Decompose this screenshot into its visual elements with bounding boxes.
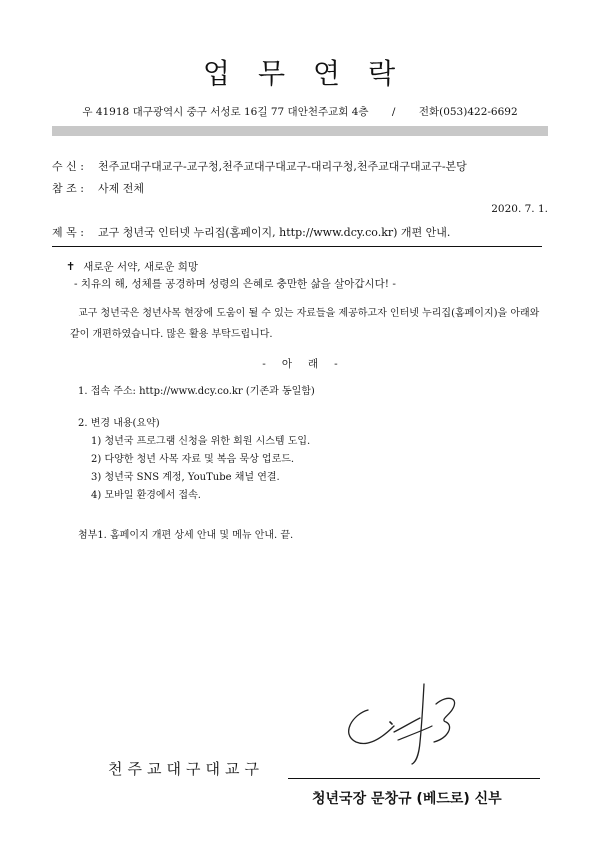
org-char: 구 [244,760,261,778]
org-char: 교 [147,760,164,778]
phone: 전화(053)422-6692 [418,106,518,118]
arae-heading [0,356,600,371]
org-char: 천 [108,760,125,778]
item-1: 1. 접속 주소: http://www.dcy.co.kr (기존과 동일함) [78,386,315,397]
recipient-label: 수 신 : [52,160,84,173]
title-char: 업 [202,57,232,90]
reference-row [52,180,144,196]
sub-item: 4) 모바일 환경에서 접속. [91,490,201,501]
arae-char: 래 [308,358,319,370]
subject-rule [52,246,542,247]
document-date: 2020. 7. 1. [491,203,548,215]
signature-line [288,778,540,779]
recipient: 천주교대구대교구-교구청,천주교대구대교구-대리구청,천주교대구대교구-본당 [98,160,467,173]
document-title [0,52,600,92]
org-char: 대 [166,760,183,778]
org-char: 구 [186,760,203,778]
slogan-line-1 [66,259,198,274]
item-2: 2. 변경 내용(요약) [78,418,160,429]
sub-item: 2) 다양한 청년 사목 자료 및 복음 묵상 업로드. [91,454,295,465]
org-char: 대 [205,760,222,778]
title-char: 락 [368,57,398,90]
slogan-line-2: - 치유의 해, 성체를 공경하며 성령의 은혜로 충만한 삶을 살아갑시다! - [74,278,396,290]
title-char: 연 [313,57,343,90]
attachment: 첨부1. 홈페이지 개편 상세 안내 및 메뉴 안내. 끝. [78,530,294,541]
recipient-row [52,158,467,174]
slogan-text-1: 새로운 서약, 새로운 희망 [83,261,198,273]
handwritten-signature [328,682,488,776]
signer-name: 청년국장 문창규 (베드로) 신부 [312,791,502,807]
address-line [58,104,542,119]
address: 우 41918 대구광역시 중구 서성로 16길 77 대안천주교회 4층 [82,106,369,118]
header-bar [52,126,548,136]
title-char: 무 [257,57,287,90]
body-paragraph [70,303,542,345]
sub-item: 3) 청년국 SNS 계정, YouTube 채널 연결. [91,472,280,483]
arae-char: 아 [281,358,292,370]
organization-name [108,758,264,779]
cross-icon: ✝ [66,260,76,273]
reference-label: 참 조 : [52,182,84,195]
arae-char: - [334,358,338,370]
subject-label: 제 목 : [52,226,84,239]
sub-item: 1) 청년국 프로그램 신청을 위한 회원 시스템 도입. [91,436,311,447]
subject: 교구 청년국 인터넷 누리집(홈페이지, http://www.dcy.co.kr) 개편 안내. [98,226,451,239]
subject-row [52,224,450,240]
org-char: 주 [127,760,144,778]
body-text: 교구 청년국은 청년사목 현장에 도움이 될 수 있는 자료들을 제공하고자 인터넷 누리집(홈페이지)을 아래와 같이 개편하였습니다. 많은 활용 부탁드립니다. [70,308,540,340]
address-separator: / [391,106,396,118]
org-char: 교 [225,760,242,778]
reference: 사제 전체 [98,182,145,195]
arae-char: - [262,358,266,370]
